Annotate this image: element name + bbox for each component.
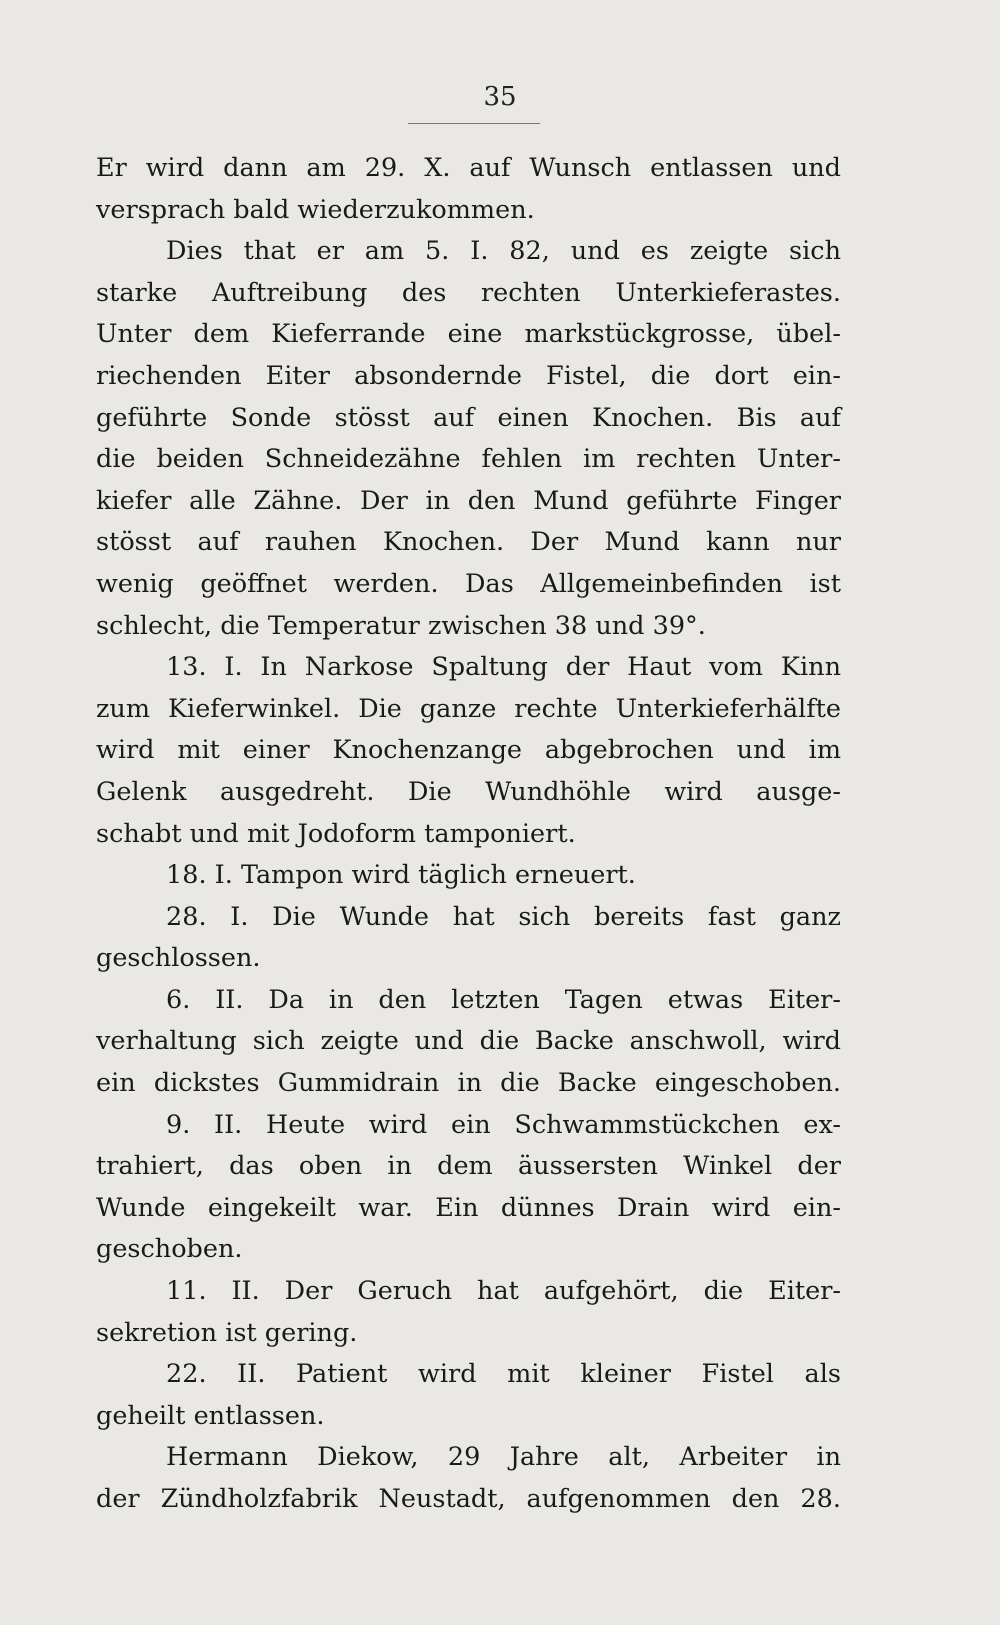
- text-line: Wunde eingekeilt war. Ein dünnes Drain wird ein-: [96, 1192, 841, 1223]
- text-line: die beiden Schneidezähne fehlen im rechten Unter-: [96, 444, 841, 475]
- text-line: wird mit einer Knochenzange abgebrochen und im: [96, 735, 841, 766]
- text-line: 6. II. Da in den letzten Tagen etwas Eiter-: [166, 984, 841, 1015]
- text-line: Er wird dann am 29. X. auf Wunsch entlassen und: [96, 153, 841, 183]
- text-line: schabt und mit Jodoform tamponiert.: [96, 818, 576, 849]
- text-line: zum Kieferwinkel. Die ganze rechte Unterkieferhälfte: [96, 693, 841, 724]
- page-number: 35: [483, 82, 517, 112]
- text-line: Unter dem Kieferrande eine markstückgrosse, übel-: [96, 319, 841, 350]
- text-line: Gelenk ausgedreht. Die Wundhöhle wird ausge-: [96, 776, 841, 807]
- text-line: stösst auf rauhen Knochen. Der Mund kann nur: [96, 527, 841, 558]
- text-line: sekretion ist gering.: [96, 1317, 358, 1348]
- text-line: geschlossen.: [96, 943, 261, 974]
- text-line: 22. II. Patient wird mit kleiner Fistel als: [166, 1359, 841, 1390]
- body-text: [96, 148, 841, 1521]
- text-line: 28. I. Die Wunde hat sich bereits fast ganz: [166, 901, 841, 932]
- text-line: ein dickstes Gummidrain in die Backe eingeschoben.: [96, 1068, 841, 1099]
- text-line: geschoben.: [96, 1234, 243, 1265]
- text-line: Dies that er am 5. I. 82, und es zeigte sich: [166, 236, 841, 267]
- header-rule: [408, 123, 540, 124]
- text-line: schlecht, die Temperatur zwischen 38 und 39°.: [96, 610, 706, 641]
- text-line: 9. II. Heute wird ein Schwammstückchen ex-: [166, 1109, 841, 1140]
- text-line: starke Auftreibung des rechten Unterkieferastes.: [96, 277, 841, 308]
- text-line: 13. I. In Narkose Spaltung der Haut vom Kinn: [166, 652, 841, 683]
- text-line: verhaltung sich zeigte und die Backe anschwoll, wird: [96, 1026, 841, 1057]
- text-line: riechenden Eiter absondernde Fistel, die dort ein-: [96, 360, 841, 391]
- text-line: der Zündholzfabrik Neustadt, aufgenommen den 28.: [96, 1484, 841, 1514]
- text-line: wenig geöffnet werden. Das Allgemeinbefinden ist: [96, 568, 841, 599]
- text-line: geheilt entlassen.: [96, 1400, 325, 1431]
- text-line: versprach bald wiederzukommen.: [96, 194, 535, 225]
- text-line: trahiert, das oben in dem äussersten Winkel der: [96, 1151, 841, 1182]
- text-line: geführte Sonde stösst auf einen Knochen. Bis auf: [96, 402, 841, 433]
- text-line: kiefer alle Zähne. Der in den Mund geführte Finger: [96, 485, 841, 516]
- text-line: Hermann Diekow, 29 Jahre alt, Arbeiter in: [166, 1442, 841, 1473]
- text-line: 11. II. Der Geruch hat aufgehört, die Eiter-: [166, 1276, 841, 1307]
- text-line: 18. I. Tampon wird täglich erneuert.: [166, 860, 636, 891]
